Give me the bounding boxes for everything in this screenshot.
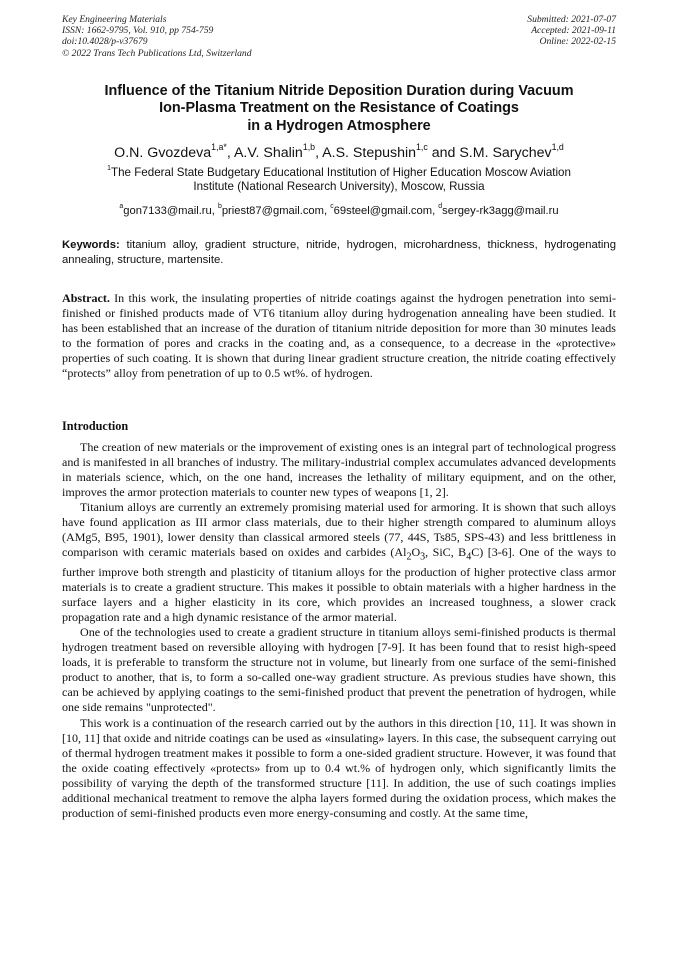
journal-copyright: © 2022 Trans Tech Publications Ltd, Switzerland bbox=[62, 47, 252, 59]
journal-info bbox=[62, 14, 252, 59]
author: A.V. Shalin$^{1,b}$, bbox=[233, 141, 323, 161]
email: $^b$priest87@gmail.com, bbox=[217, 203, 331, 217]
affiliation: $^1$The Federal State Budgetary Educational Institution of Higher Education Moscow Aviation Institute (National Research University), Moscow, Russia bbox=[107, 163, 571, 194]
paper-title bbox=[62, 83, 616, 135]
keywords bbox=[62, 238, 616, 268]
keywords-label: Keywords: bbox=[62, 239, 120, 251]
section-heading: Introduction bbox=[62, 419, 129, 433]
author-emails bbox=[62, 204, 616, 218]
paragraph: Titanium alloys are currently an extremely promising material used for armoring. It is shown that such alloys have found application as III armor class materials, due to their higher strength compared to aluminum alloys (AMg5, B95, 1901), lower density than classical armored steels (77, 44S, Ts85, SPS-43) and less brittleness in comparison with ceramic materials based on oxides and carbides ($Al_2O_3$, SiC, $B_4C$) [3-6]. One of the ways to further improve both strength and plasticity of titanium alloys for the production of higher protective class armor materials is to create a gradient structure. This makes it possible to obtain materials with a higher hardness in the surface layers and a higher elasticity in its core, which provides an increased toughness, a slower crack propagation rate and a high dynamic resistance of the armor material. bbox=[62, 500, 617, 625]
title-line: in a Hydrogen Atmosphere bbox=[247, 117, 431, 134]
paragraph: One of the technologies used to create a gradient structure in titanium alloys semi-finished products is thermal hydrogen treatment based on reversible alloying with hydrogen [7-9]. It has been found that to resist high-speed loads, it is preferable to transform the structure not in volume, but linearly from one surface of the semi-finished product to another, that is, to form a so-called one-way gradient structure. As previous studies have shown, this can be achieved by applying coatings to the semi-finished product that prevent the penetration of hydrogen, while one side remains "unprotected". bbox=[62, 625, 616, 715]
title-line: Influence of the Titanium Nitride Deposition Duration during Vacuum bbox=[104, 83, 574, 99]
title-line: Ion-Plasma Treatment on the Resistance of Coatings bbox=[159, 100, 519, 117]
journal-name: Key Engineering Materials bbox=[62, 14, 167, 25]
journal-doi: doi:10.4028/p-v37679 bbox=[62, 36, 148, 48]
publication-dates bbox=[527, 14, 616, 48]
abstract-label: Abstract. bbox=[62, 291, 110, 305]
submitted-date: Submitted: 2021-07-07 bbox=[527, 14, 616, 25]
paragraph: This work is a continuation of the research carried out by the authors in this direction [10, 11]. It was shown in [10, 11] that oxide and nitride coatings can be used as «insulating» layers. In this case, the subsequent carrying out of thermal hydrogen treatment makes it possible to form a one-sided gradient structure. However, it was found that the oxide coating effectively «protects» from up to 0.4 wt.% of hydrogen only, which significantly limits the possibility of varying the depth of the transformed structure [11]. In addition, the use of such coatings implies additional mechanical treatment to remove the alpha layers formed during the oxidation process, which makes the production of semi-finished products even more energy-consuming and costly. At the same time, bbox=[62, 715, 616, 820]
journal-issn: ISSN: 1662-9795, Vol. 910, pp 754-759 bbox=[62, 25, 214, 37]
email: $^c$69steel@gmail.com, bbox=[330, 203, 439, 217]
introduction-body bbox=[62, 440, 616, 821]
author: S.M. Sarychev$^{1,d}$ bbox=[459, 141, 564, 161]
author: O.N. Gvozdeva$^{1,a*}$, bbox=[114, 141, 234, 161]
online-date: Online: 2022-02-15 bbox=[539, 36, 616, 48]
author: A.S. Stepushin$^{1,c}$ and bbox=[322, 141, 460, 161]
abstract-text: In this work, the insulating properties of nitride coatings against the hydrogen penetration into semi-finished or finished products made of VT6 titanium alloy during hydrogenation annealing have been studied. It has been established that an increase of the duration of titanium nitride deposition for more than 30 minutes leads to the formation of pores and cracks in the coating and, as a consequence, to a decrease in the «protective» properties of such coating. It is shown that during linear gradient structure creation, the nitride coating effectively “protects” alloy from penetration of up to 0.5 wt%. of hydrogen. bbox=[62, 291, 616, 381]
email: $^a$gon7133@mail.ru, bbox=[119, 203, 218, 217]
accepted-date: Accepted: 2021-09-11 bbox=[531, 25, 616, 37]
email: $^d$sergey-rk3agg@mail.ru bbox=[438, 203, 559, 217]
keywords-text: titanium alloy, gradient structure, nitride, hydrogen, microhardness, thickness, hydrogenating annealing, structure, martensite. bbox=[62, 239, 616, 266]
abstract bbox=[62, 291, 616, 382]
paragraph: The creation of new materials or the improvement of existing ones is an integral part of technological progress and is manifested in all branches of industry. The military-industrial complex accumulates advanced developments in materials science, which, on the one hand, increases the lethality of military equipment, and on the other, improves the armor protection materials to counter new types of weapons [1, 2]. bbox=[62, 440, 616, 500]
author-list bbox=[62, 141, 616, 162]
